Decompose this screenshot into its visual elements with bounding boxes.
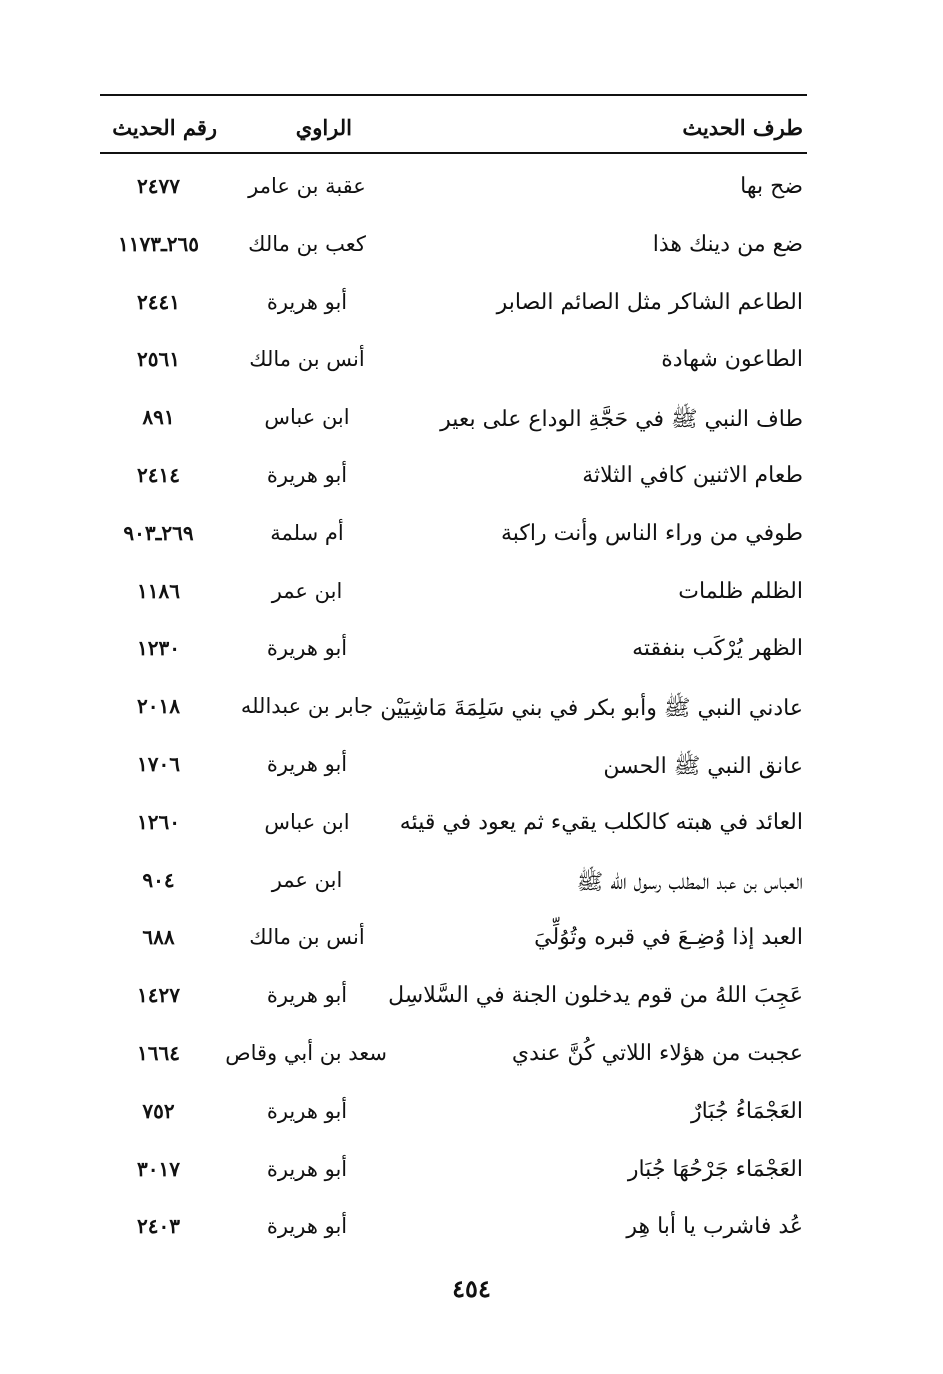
hadith-number: ١٢٦٠ [137,809,180,834]
table-row [100,1143,807,1201]
hadith-number: ٢٥٦١ [137,347,180,372]
narrator: سعد بن أبي وقاص [225,1040,387,1065]
narrator: أبو هريرة [266,983,348,1008]
hadith-number: ٢٤٧٧ [137,174,180,198]
narrator: أم سلمة [270,520,344,545]
narrator: ابن عمر [271,867,343,892]
hadith-number: ٢٦٩ـ٩٠٣ [123,520,194,545]
table-row [100,738,807,796]
hadith-number: ٨٩١ [142,405,175,430]
narrator: كعب بن مالك [248,231,366,256]
table-row [100,507,807,565]
header-hadith: طرف الحديث [682,115,803,140]
hadith-text: ضح بها [740,174,803,199]
table-row [100,391,807,449]
narrator: ابن عمر [271,578,343,603]
narrator: أنس بن مالك [249,925,365,950]
hadith-number: ١١٨٦ [137,578,180,603]
hadith-number: ١٦٦٤ [137,1040,180,1065]
hadith-text: عانق النبي ﷺ الحسن [603,753,803,779]
table-row [100,1085,807,1143]
hadith-number: ٢٦٥ـ١١٧٣ [117,231,200,256]
hadith-text: العَجْمَاءُ جُبَارٌ [691,1098,803,1124]
hadith-text: الظهر يُرْكَب بنفقته [632,636,803,662]
hadith-number: ٢٤١٤ [137,462,180,487]
narrator: أبو هريرة [266,1098,348,1123]
hadith-text: العباس بن عبد المطلب رسول الله ﷺ [576,869,803,895]
table-row [100,218,807,276]
narrator: عقبة بن عامر [248,174,366,198]
narrator: ابن عباس [264,405,350,430]
hadith-number: ١٢٣٠ [137,636,180,661]
table-row [100,276,807,334]
hadith-text: العَجْمَاء جَرْحُهَا جُبَار [627,1156,803,1182]
hadith-number: ١٧٠٦ [137,751,180,776]
table-row [100,565,807,623]
narrator: أبو هريرة [266,1156,348,1181]
narrator: أبو هريرة [266,1214,348,1239]
hadith-number: ٢٤٠٣ [137,1214,180,1239]
hadith-table [100,160,807,1258]
hadith-text: الطاعم الشاكر مثل الصائم الصابر [496,289,803,315]
table-row [100,796,807,854]
hadith-number: ٦٨٨ [142,925,175,950]
table-row [100,1027,807,1085]
hadith-text: طعام الاثنين كافي الثلاثة [582,462,803,488]
hadith-text: عادني النبي ﷺ وأبو بكر في بني سَلِمَةَ مَاشِيَيْن [380,696,803,722]
hadith-text: العائد في هبته كالكلب يقيء ثم يعود في قيئه [399,809,803,835]
hadith-number: ٢٠١٨ [137,694,180,719]
narrator: أبو هريرة [266,751,348,776]
table-row [100,449,807,507]
narrator: أبو هريرة [266,462,348,487]
hadith-text: عجبت من هؤلاء اللاتي كُنَّ عندي [511,1040,803,1066]
narrator: أبو هريرة [266,289,348,314]
table-row [100,969,807,1027]
hadith-number: ٣٠١٧ [137,1156,180,1181]
header-number: رقم الحديث [112,115,217,140]
hadith-number: ٧٥٢ [142,1098,175,1123]
top-rule [100,94,807,96]
table-row [100,680,807,738]
table-header [100,103,807,149]
narrator: أنس بن مالك [249,347,365,372]
table-row [100,911,807,969]
narrator: أبو هريرة [266,636,348,661]
hadith-text: الطاعون شهادة [661,347,803,373]
header-narrator: الراوي [295,115,352,140]
table-row [100,622,807,680]
hadith-text: عَجِبَ اللهُ من قوم يدخلون الجنة في السَّلاسِل [388,983,803,1009]
hadith-number: ٢٤٤١ [137,289,180,314]
hadith-text: عُد فاشرب يا أبا هِر [626,1214,803,1240]
table-row [100,1200,807,1258]
table-row [100,160,807,218]
hadith-text: العبد إذا وُضِـعَ في قبره وتُوُلِّيَ [534,925,803,951]
hadith-text: طاف النبي ﷺ في حَجَّةِ الوداع على بعير [440,407,803,433]
hadith-number: ٩٠٤ [142,867,175,892]
table-row [100,333,807,391]
header-rule [100,152,807,154]
hadith-text: الظلم ظلمات [678,578,803,604]
page-number: ٤٥٤ [452,1274,491,1303]
hadith-number: ١٤٢٧ [137,983,180,1008]
hadith-text: ضع من دينك هذا [652,231,803,257]
narrator: ابن عباس [264,809,350,834]
hadith-text: طوفي من وراء الناس وأنت راكبة [500,520,803,546]
narrator: جابر بن عبدالله [240,694,374,719]
table-row [100,854,807,912]
